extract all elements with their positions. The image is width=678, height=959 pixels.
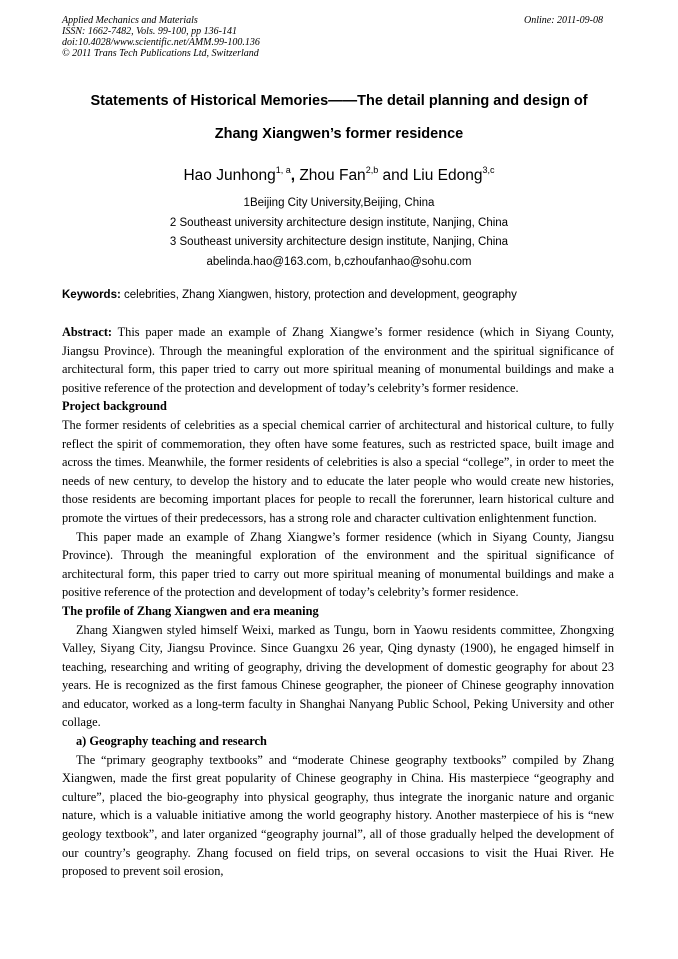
affiliation-3: 3 Southeast university architecture design institute, Nanjing, China bbox=[169, 236, 509, 248]
paragraph: Zhang Xiangwen styled himself Weixi, marked as Tungu, born in Yaowu residents committee, Zhongxing Valley, Siyang City, Jiangsu Province. Since Guangxu 26 year, Qing dynasty (1900), he engaged himself in teaching, researching and writing of geography, driving the development of domestic geography for about 23 years. He is recognized as the first famous Chinese geographer, the pioneer of Chinese geography innovation and educator, worked as a long-term faculty in Shanghai Nanyang Public School, Peking University and other collage. bbox=[62, 622, 614, 730]
paper-title-line-1: Statements of Historical Memories——The detail planning and design of bbox=[90, 93, 588, 109]
author-2-sup: 2,b bbox=[365, 165, 379, 175]
author-1: Hao Junhong bbox=[183, 167, 276, 184]
author-separator: , bbox=[290, 167, 296, 184]
paragraph: The former residents of celebrities as a special chemical carrier of architectural and historical culture, to fully reflect the spirit of commemoration, they often have some features, such as restricted space, built image and across the times. Meanwhile, the former residents of celebrities is also a special “college”, in order to meet the needs of new century, to develop the history and to educate the later people who would create new histories, those residents are becoming important places for people to recall the forerunner, learn historical culture and promote the virtues of their predecessors, has a strong role and character cultivation enlightenment function. bbox=[62, 417, 614, 525]
online-date: Online: 2011-09-08 bbox=[524, 15, 603, 26]
affiliations bbox=[0, 194, 678, 272]
author-2: Zhou Fan bbox=[295, 167, 366, 184]
abstract-text: This paper made an example of Zhang Xiangwe’s former residence (which in Siyang County, Jiangsu Province). Through the meaningful exploration of the environment and the spiritual significance of architectural form, this paper tried to carry out more spiritual meaning of monumental buildings and make a positive reference of the protection and development of today’s celebrity’s former residence. bbox=[62, 325, 614, 395]
copyright-line: © 2011 Trans Tech Publications Ltd, Switzerland bbox=[62, 48, 259, 59]
paragraph: This paper made an example of Zhang Xiangwe’s former residence (which in Siyang County, Jiangsu Province). Through the meaningful exploration of the environment and the spiritual significance of architectural form, this paper tried to carry out more spiritual meaning of monumental buildings and make a positive reference of the protection and development of today’s celebrity’s former residence. bbox=[62, 529, 614, 600]
doi-line: doi:10.4028/www.scientific.net/AMM.99-100.136 bbox=[62, 37, 260, 48]
section-heading-profile: The profile of Zhang Xiangwen and era meaning bbox=[62, 603, 319, 618]
journal-name: Applied Mechanics and Materials bbox=[62, 15, 198, 26]
issn-line: ISSN: 1662-7482, Vols. 99-100, pp 136-141 bbox=[62, 26, 237, 37]
affiliation-2: 2 Southeast university architecture design institute, Nanjing, China bbox=[169, 216, 509, 229]
subsection-heading-geography-teaching: a) Geography teaching and research bbox=[76, 734, 267, 749]
author-3-sup: 3,c bbox=[482, 165, 495, 175]
journal-header bbox=[62, 15, 260, 59]
keywords-label: Keywords: bbox=[62, 289, 121, 301]
paper-title-line-2: Zhang Xiangwen’s former residence bbox=[214, 126, 464, 142]
paper-body bbox=[62, 323, 614, 881]
author-3: Liu Edong bbox=[412, 167, 483, 184]
author-1-sup: 1, a bbox=[275, 165, 291, 175]
affiliation-1: 1Beijing City University,Beijing, China bbox=[243, 197, 435, 209]
section-heading-project-background: Project background bbox=[62, 399, 167, 414]
author-line bbox=[0, 166, 678, 186]
author-emails: abelinda.hao@163.com, b,czhoufanhao@sohu.com bbox=[206, 255, 472, 268]
author-and: and bbox=[378, 167, 413, 184]
keywords bbox=[62, 288, 517, 303]
abstract-label: Abstract: bbox=[62, 325, 113, 339]
keywords-text: celebrities, Zhang Xiangwen, history, protection and development, geography bbox=[120, 289, 517, 301]
abstract bbox=[62, 323, 614, 397]
paragraph: The “primary geography textbooks” and “moderate Chinese geography textbooks” compiled by Zhang Xiangwen, made the first great popularity of Chinese geography in China. His masterpiece “geography and culture”, placed the bio-geography into physical geography, thus integrate the inorganic nature and organic nature, which is a valuable initiative among the world geography history. Another masterpiece of his is “new geology textbook”, and later organized “geography journal”, all of those gradually helped the development of our country’s geography. Zhang focused on field trips, on several occasions to visit the Huai River. He proposed to prevent soil erosion, bbox=[62, 752, 614, 879]
